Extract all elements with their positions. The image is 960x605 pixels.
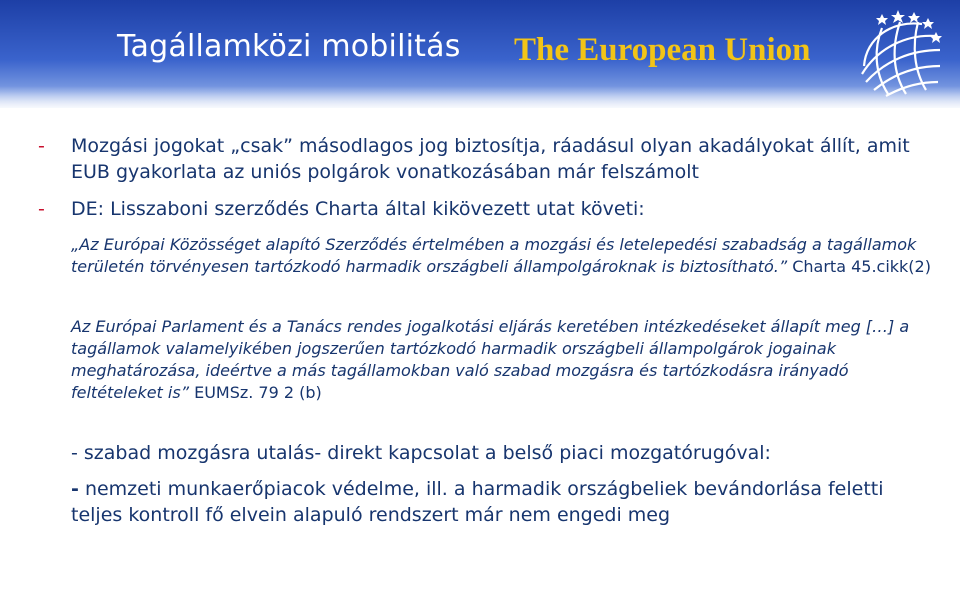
quote-reference: EUMSz. 79 2 (b) <box>194 383 322 402</box>
brand-title: The European Union <box>514 32 811 68</box>
quote-reference: Charta 45.cikk(2) <box>792 257 931 276</box>
header-fade <box>0 86 960 108</box>
bullet-text: Mozgási jogokat „csak” másodlagos jog biztosítja, ráadásul olyan akadályokat állít, amit EUB gyakorlata az uniós polgárok vonatkozásában már felszámolt <box>71 135 910 183</box>
bullet-marker: - <box>38 198 45 220</box>
bullet-item <box>38 196 938 222</box>
bullet-marker: - <box>38 135 45 157</box>
slide-content <box>38 133 938 528</box>
bullet-item <box>38 133 938 185</box>
quote-text: „Az Európai Közösséget alapító Szerződés értelmében a mozgási és letelepedési szabadság a tagállamok területén törvényesen tartózkodó harmadik országbeli állampolgároknak is biztosítható.” <box>71 235 917 276</box>
charta-quote <box>38 234 938 278</box>
point-text: nemzeti munkaerőpiacok védelme, ill. a harmadik országbeliek bevándorlása feletti teljes kontroll fő elvein alapuló rendszert már nem engedi meg <box>71 478 884 526</box>
point-marker: - <box>71 478 79 500</box>
bullet-text: DE: Lisszaboni szerződés Charta által kikövezett utat követi: <box>71 198 645 220</box>
point-item <box>38 476 938 528</box>
slide-title: Tagállamközi mobilitás <box>117 29 461 64</box>
quote-text: Az Európai Parlament és a Tanács rendes jogalkotási eljárás keretében intézkedéseket állapít meg […] a tagállamok valamelyikében jogszerűen tartózkodó harmadik országbeli állampolgárok jogainak meghatározása, ideértve a más tagállamokban való szabad mozgásra és tartózkodásra irányadó feltételeket is” <box>71 317 910 402</box>
slide-header <box>0 0 960 108</box>
point-item: - szabad mozgásra utalás- direkt kapcsolat a belső piaci mozgatórugóval: <box>71 442 771 464</box>
eumsz-quote <box>38 316 938 404</box>
eu-globe-stars-icon <box>852 8 944 100</box>
